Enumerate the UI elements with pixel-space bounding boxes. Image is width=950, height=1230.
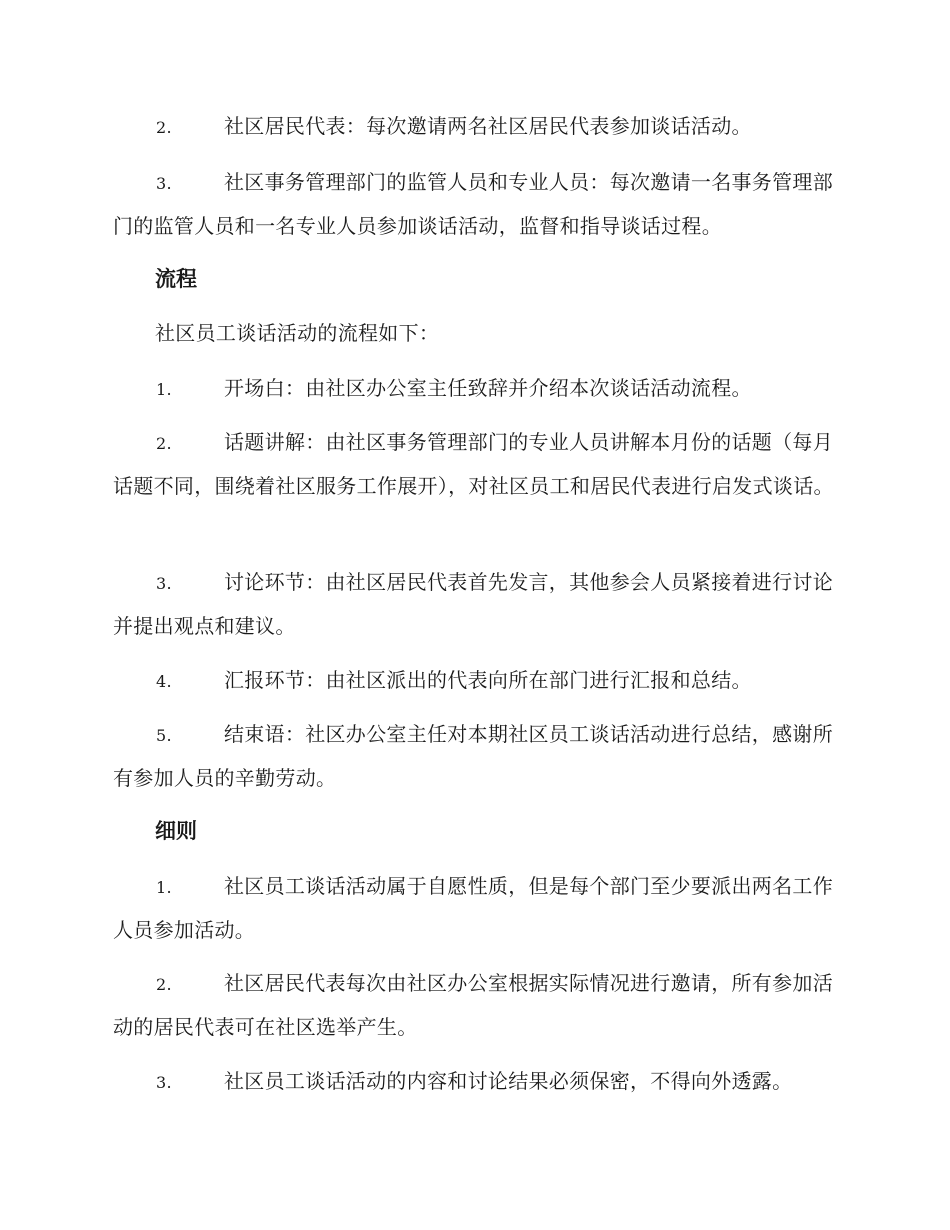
list-text: 讨论环节：由社区居民代表首先发言，其他参会人员紧接着进行讨论并提出观点和建议。: [113, 570, 833, 638]
list-number: 3.: [156, 574, 172, 593]
list-number: 3.: [156, 1073, 172, 1092]
intro-item-2: [113, 105, 837, 149]
rules-item-2: [113, 962, 837, 1049]
list-number: 2.: [156, 434, 172, 453]
list-number: 5.: [156, 726, 172, 745]
list-text: 社区员工谈话活动的内容和讨论结果必须保密，不得向外透露。: [224, 1069, 793, 1093]
process-item-2: [113, 421, 837, 508]
list-text: 社区居民代表：每次邀请两名社区居民代表参加谈话活动。: [224, 114, 752, 138]
process-item-3: [113, 561, 837, 648]
process-item-1: [113, 367, 837, 411]
list-text: 汇报环节：由社区派出的代表向所在部门进行汇报和总结。: [224, 668, 752, 692]
list-text: 话题讲解：由社区事务管理部门的专业人员讲解本月份的话题（每月话题不同，围绕着社区服务工作展开），对社区员工和居民代表进行启发式谈话。: [113, 430, 834, 498]
process-item-5: [113, 713, 837, 800]
list-number: 4.: [156, 672, 172, 691]
intro-item-3: [113, 161, 837, 248]
list-text: 开场白：由社区办公室主任致辞并介绍本次谈话活动流程。: [224, 376, 752, 400]
section-heading-rules: 细则: [155, 819, 197, 843]
list-number: 3.: [156, 174, 172, 193]
list-text: 结束语：社区办公室主任对本期社区员工谈话活动进行总结，感谢所有参加人员的辛勤劳动。: [113, 722, 833, 790]
list-text: 社区事务管理部门的监管人员和专业人员：每次邀请一名事务管理部门的监管人员和一名专业人员参加谈话活动，监督和指导谈话过程。: [113, 170, 833, 238]
rules-item-1: [113, 865, 837, 952]
list-text: 社区员工谈话活动属于自愿性质，但是每个部门至少要派出两名工作人员参加活动。: [113, 874, 833, 942]
section-heading-process: 流程: [155, 267, 197, 291]
rules-item-3: [113, 1060, 837, 1104]
list-number: 1.: [156, 380, 172, 399]
list-text: 社区居民代表每次由社区办公室根据实际情况进行邀请，所有参加活动的居民代表可在社区选举产生。: [113, 971, 833, 1039]
list-number: 1.: [156, 878, 172, 897]
list-number: 2.: [156, 118, 172, 137]
list-number: 2.: [156, 975, 172, 994]
process-lead: 社区员工谈话活动的流程如下：: [155, 321, 440, 345]
process-item-4: [113, 659, 837, 703]
